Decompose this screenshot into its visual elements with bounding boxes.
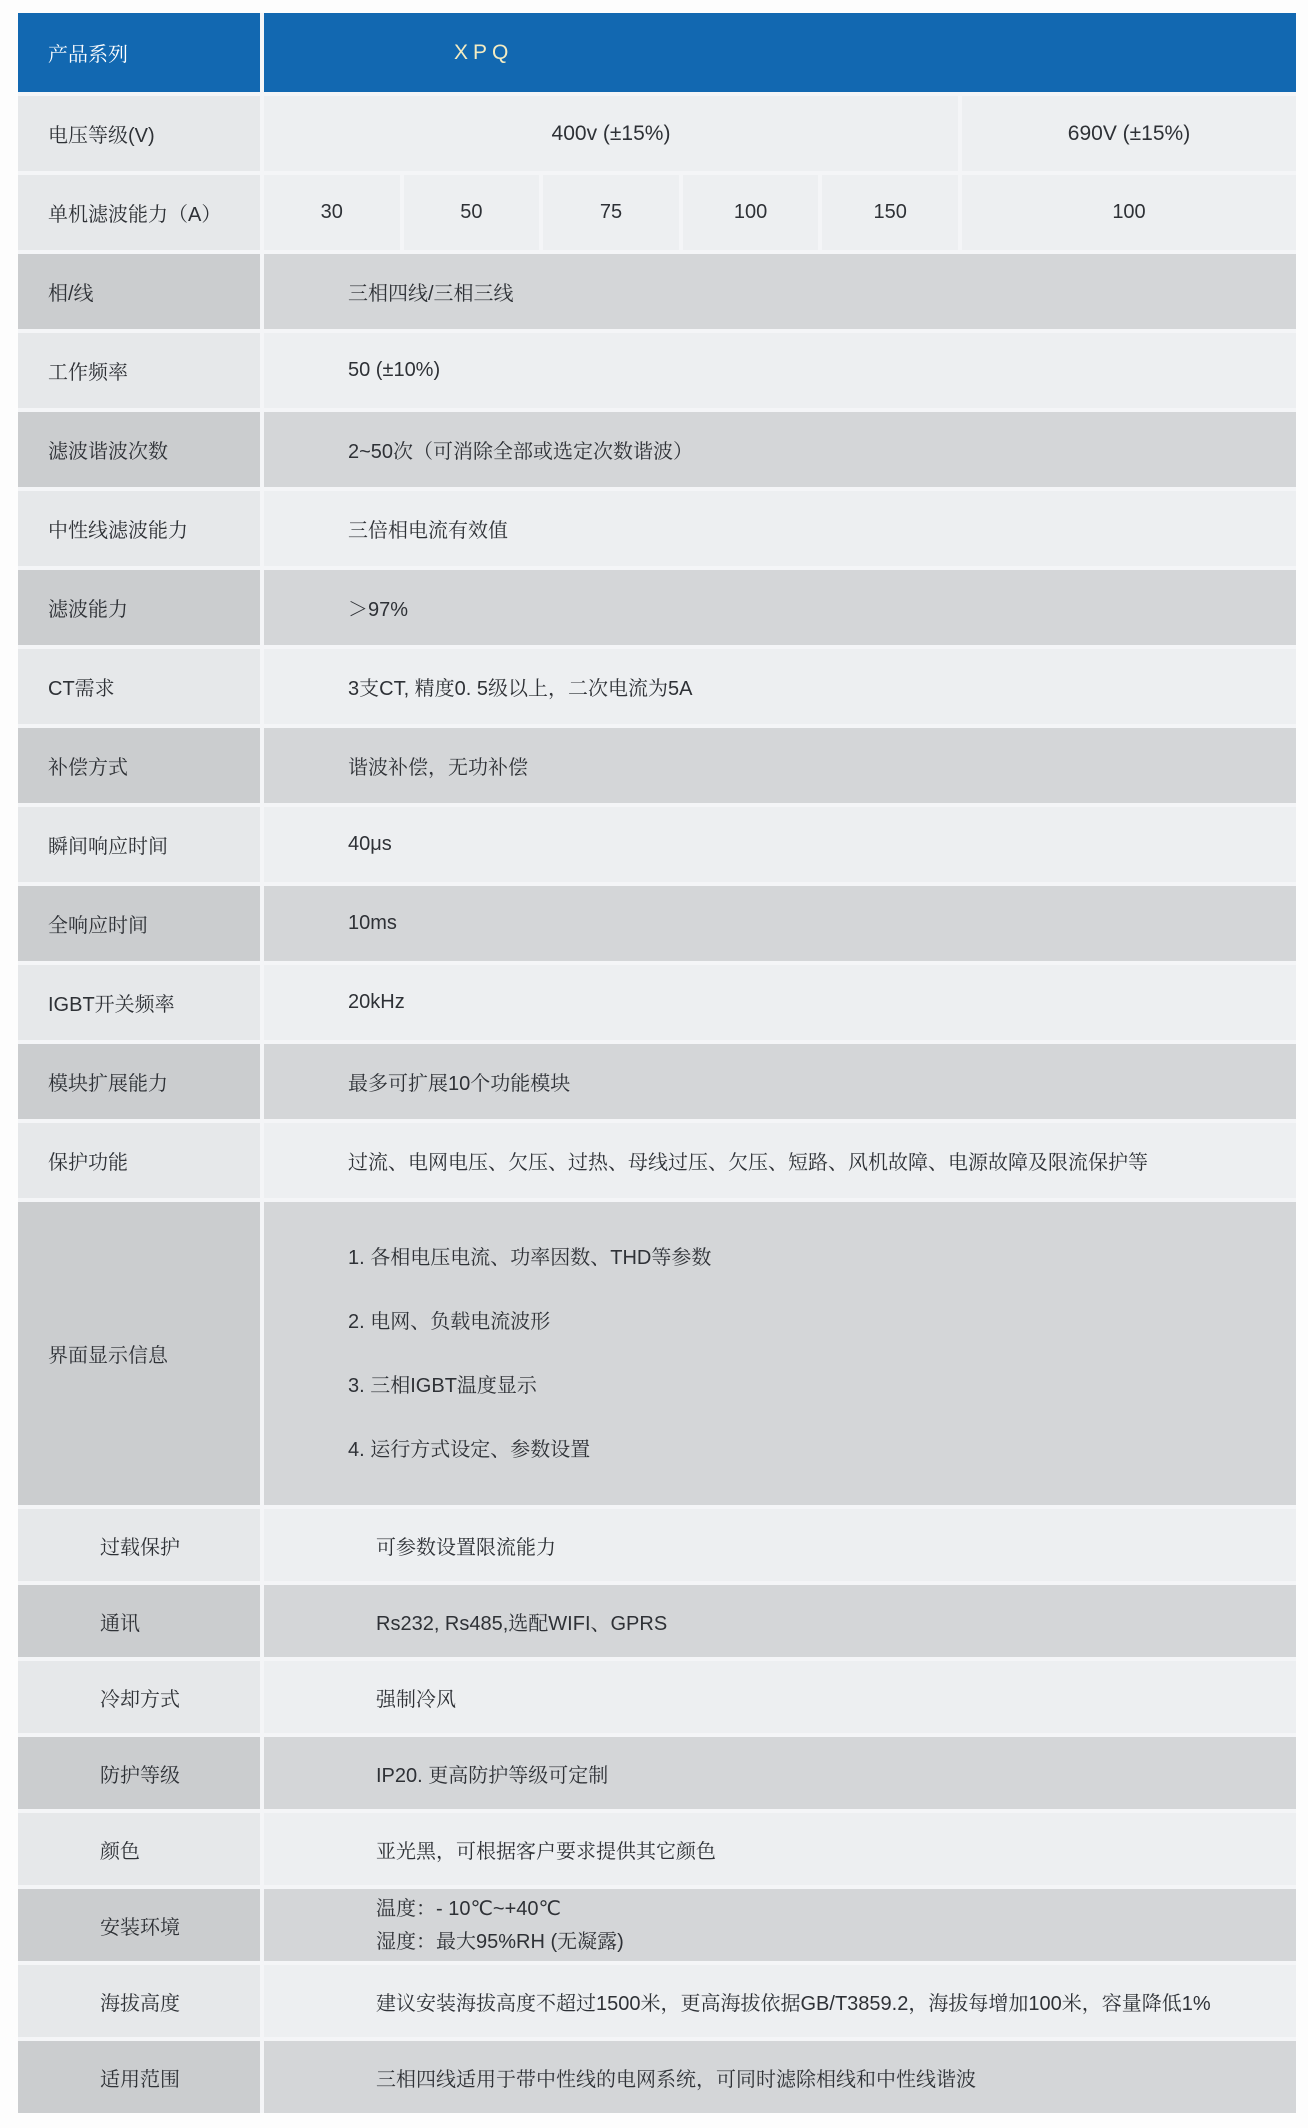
row-label: 滤波能力	[18, 570, 260, 645]
row-label: CT需求	[18, 649, 260, 724]
row-label: 界面显示信息	[18, 1202, 260, 1505]
capacity-cell-690-100: 100	[962, 175, 1296, 250]
row-value: 3支CT, 精度0. 5级以上，二次电流为5A	[264, 649, 1296, 724]
row-communication	[18, 1585, 1296, 1657]
row-instant-response-time	[18, 807, 1296, 882]
display-info-item: 3. 三相IGBT温度显示	[348, 1374, 537, 1397]
display-info-list	[264, 1202, 1296, 1505]
row-igbt-switching-frequency	[18, 965, 1296, 1040]
environment-lines	[264, 1889, 1296, 1961]
capacity-cell-75: 75	[543, 175, 679, 250]
product-series-label: 产品系列	[18, 13, 260, 92]
row-label: 模块扩展能力	[18, 1044, 260, 1119]
row-protection-functions	[18, 1123, 1296, 1198]
display-info-item: 2. 电网、负载电流波形	[348, 1310, 551, 1333]
row-operating-frequency	[18, 333, 1296, 408]
row-label: 单机滤波能力（A）	[18, 175, 260, 250]
row-label: 补偿方式	[18, 728, 260, 803]
row-label: 适用范围	[18, 2041, 260, 2113]
row-harmonic-orders	[18, 412, 1296, 487]
row-value: 10ms	[264, 886, 1296, 961]
row-label: 中性线滤波能力	[18, 491, 260, 566]
row-ip-rating	[18, 1737, 1296, 1809]
row-value: 三倍相电流有效值	[264, 491, 1296, 566]
row-filter-rate	[18, 570, 1296, 645]
capacity-cell-50: 50	[404, 175, 540, 250]
row-label: 安装环境	[18, 1889, 260, 1961]
row-label: 防护等级	[18, 1737, 260, 1809]
row-value: 强制冷风	[264, 1661, 1296, 1733]
row-color	[18, 1813, 1296, 1885]
display-info-item: 1. 各相电压电流、功率因数、THD等参数	[348, 1246, 712, 1269]
row-value: 最多可扩展10个功能模块	[264, 1044, 1296, 1119]
capacity-cell-100: 100	[683, 175, 819, 250]
row-value: ＞97%	[264, 570, 1296, 645]
row-value: 2~50次（可消除全部或选定次数谐波）	[264, 412, 1296, 487]
row-label: 瞬间响应时间	[18, 807, 260, 882]
row-value: 40μs	[264, 807, 1296, 882]
row-phase-wire	[18, 254, 1296, 329]
row-ct-requirement	[18, 649, 1296, 724]
environment-humidity: 湿度：最大95%RH (无凝露)	[376, 1930, 624, 1953]
product-spec-table	[18, 13, 1296, 2113]
capacity-cell-150: 150	[822, 175, 958, 250]
row-full-response-time	[18, 886, 1296, 961]
row-display-info	[18, 1202, 1296, 1505]
row-filter-capacity	[18, 175, 1296, 250]
row-label: 过载保护	[18, 1509, 260, 1581]
row-label: IGBT开关频率	[18, 965, 260, 1040]
row-value: 三相四线/三相三线	[264, 254, 1296, 329]
product-series-value: XPQ	[264, 13, 1296, 92]
table-header-row	[18, 13, 1296, 92]
display-info-item: 4. 运行方式设定、参数设置	[348, 1438, 591, 1461]
row-label: 海拔高度	[18, 1965, 260, 2037]
row-value: 过流、电网电压、欠压、过热、母线过压、欠压、短路、风机故障、电源故障及限流保护等	[264, 1123, 1296, 1198]
row-value: IP20. 更高防护等级可定制	[264, 1737, 1296, 1809]
row-value: 20kHz	[264, 965, 1296, 1040]
row-value: 建议安装海拔高度不超过1500米，更高海拔依据GB/T3859.2，海拔每增加100米，容量降低1%	[264, 1965, 1296, 2037]
voltage-690-cell: 690V (±15%)	[962, 96, 1296, 171]
environment-temperature: 温度：- 10℃~+40℃	[376, 1897, 561, 1920]
row-label: 通讯	[18, 1585, 260, 1657]
capacity-cell-30: 30	[264, 175, 400, 250]
row-label: 滤波谐波次数	[18, 412, 260, 487]
row-label: 冷却方式	[18, 1661, 260, 1733]
row-module-expansion	[18, 1044, 1296, 1119]
row-voltage-class	[18, 96, 1296, 171]
row-label: 颜色	[18, 1813, 260, 1885]
row-application-scope	[18, 2041, 1296, 2113]
row-value: 可参数设置限流能力	[264, 1509, 1296, 1581]
row-value: Rs232, Rs485,选配WIFI、GPRS	[264, 1585, 1296, 1657]
row-label: 电压等级(V)	[18, 96, 260, 171]
row-cooling-method	[18, 1661, 1296, 1733]
row-overload-protection	[18, 1509, 1296, 1581]
row-neutral-filter-capacity	[18, 491, 1296, 566]
row-compensation-mode	[18, 728, 1296, 803]
row-installation-environment	[18, 1889, 1296, 1961]
voltage-400-cell: 400v (±15%)	[264, 96, 958, 171]
row-label: 相/线	[18, 254, 260, 329]
row-label: 全响应时间	[18, 886, 260, 961]
row-value: 三相四线适用于带中性线的电网系统，可同时滤除相线和中性线谐波	[264, 2041, 1296, 2113]
row-label: 工作频率	[18, 333, 260, 408]
row-label: 保护功能	[18, 1123, 260, 1198]
row-value: 亚光黑，可根据客户要求提供其它颜色	[264, 1813, 1296, 1885]
row-value: 谐波补偿，无功补偿	[264, 728, 1296, 803]
row-value: 50 (±10%)	[264, 333, 1296, 408]
row-altitude	[18, 1965, 1296, 2037]
